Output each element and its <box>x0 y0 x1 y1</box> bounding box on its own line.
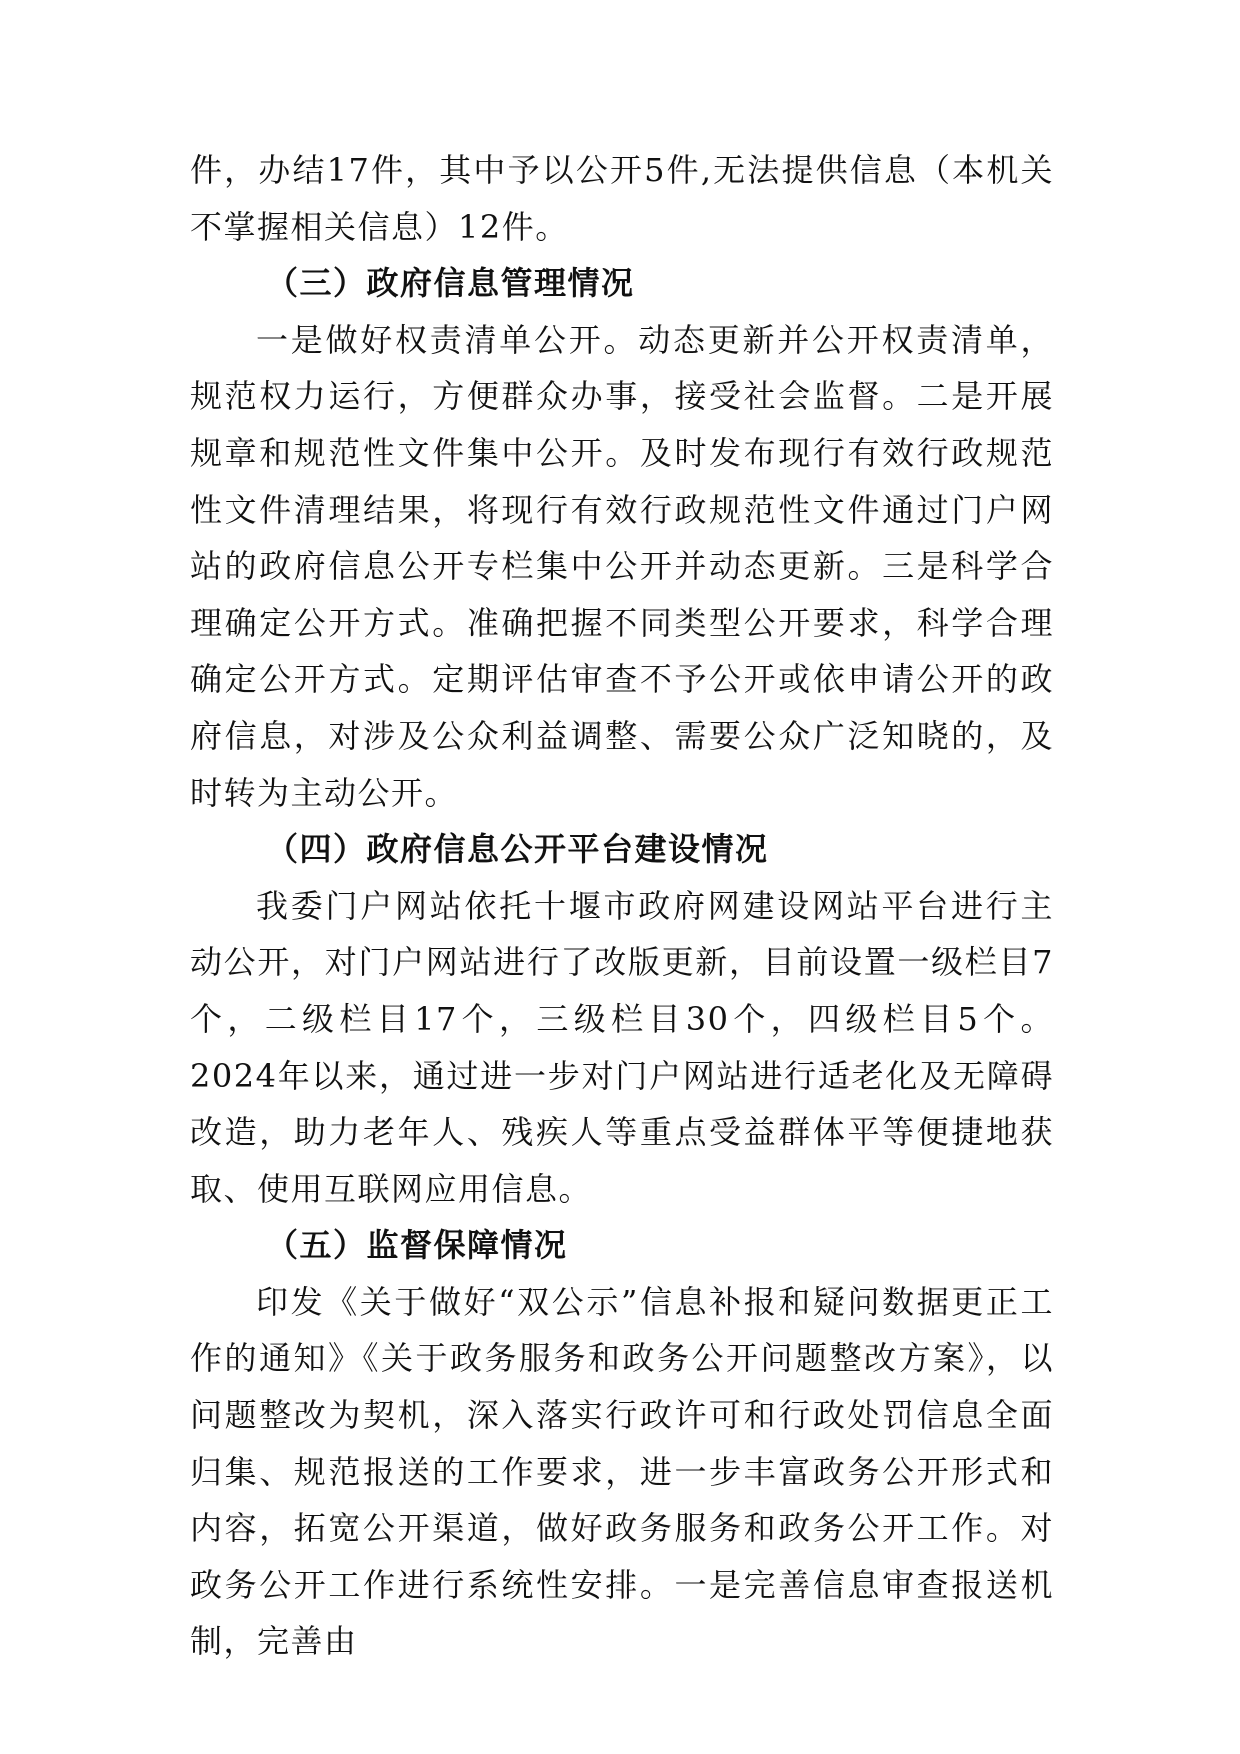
paragraph-supervision: 印发《关于做好“双公示”信息补报和疑问数据更正工作的通知》《关于政务服务和政务公开问题整改方案》，以问题整改为契机，深入落实行政许可和行政处罚信息全面归集、规范报送的工作要求，进一步丰富政务公开形式和内容，拓宽公开渠道，做好政务服务和政务公开工作。对政务公开工作进行系统性安排。一是完善信息审查报送机制，完善由 <box>190 1282 1054 1661</box>
section-heading-info-management: （三）政府信息管理情况 <box>266 264 635 303</box>
paragraph-info-management: 一是做好权责清单公开。动态更新并公开权责清单，规范权力运行，方便群众办事，接受社会监督。二是开展规章和规范性文件集中公开。及时发布现行有效行政规范性文件清理结果，将现行有效行政规范性文件通过门户网站的政府信息公开专栏集中公开并动态更新。三是科学合理确定公开方式。准确把握不同类型公开要求，科学合理确定公开方式。定期评估审查不予公开或依申请公开的政府信息，对涉及公众利益调整、需要公众广泛知晓的，及时转为主动公开。 <box>190 320 1054 812</box>
section-heading-platform-construction: （四）政府信息公开平台建设情况 <box>266 830 769 869</box>
continued-paragraph: 件，办结17件，其中予以公开5件,无法提供信息（本机关不掌握相关信息）12件。 <box>190 151 1054 246</box>
section-heading-supervision: （五）监督保障情况 <box>266 1226 568 1265</box>
paragraph-platform-construction: 我委门户网站依托十堰市政府网建设网站平台进行主动公开，对门户网站进行了改版更新，目前设置一级栏目7个，二级栏目17个，三级栏目30个，四级栏目5个。2024年以来，通过进一步对门户网站进行适老化及无障碍改造，助力老年人、残疾人等重点受益群体平等便捷地获取、使用互联网应用信息。 <box>190 886 1054 1208</box>
document-page <box>190 142 1054 1670</box>
